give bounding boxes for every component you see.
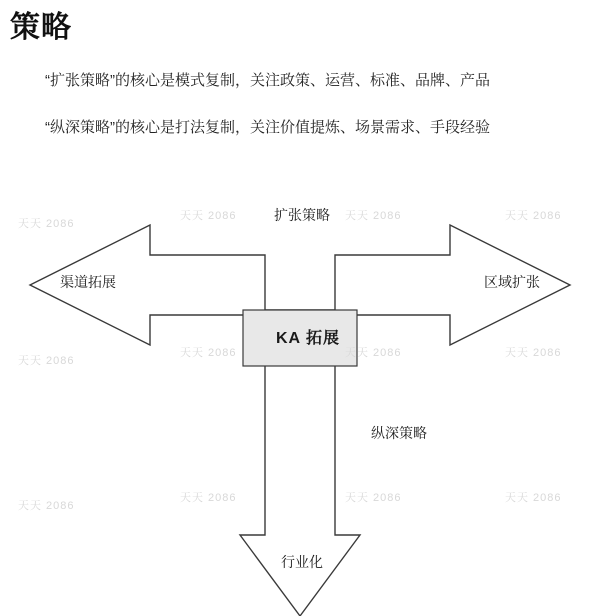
paragraph-depth-strategy: “纵深策略”的核心是打法复制，关注价值提炼、场景需求、手段经验: [45, 119, 490, 136]
watermark: 天天 2086: [180, 492, 237, 504]
watermark: 天天 2086: [18, 500, 75, 512]
watermark: 天天 2086: [345, 492, 402, 504]
label-channel-expansion: 渠道拓展: [60, 274, 116, 290]
diagram-svg: [0, 180, 600, 616]
page-title: 策略: [10, 11, 72, 44]
label-industrialization: 行业化: [281, 554, 323, 570]
watermark: 天天 2086: [505, 210, 562, 222]
watermark: 天天 2086: [18, 355, 75, 367]
watermark: 天天 2086: [180, 210, 237, 222]
watermark: 天天 2086: [18, 218, 75, 230]
label-ka-expansion: KA 拓展: [276, 330, 340, 347]
watermark: 天天 2086: [345, 210, 402, 222]
label-region-expansion: 区域扩张: [484, 274, 540, 290]
strategy-diagram: [0, 180, 600, 616]
paragraph-expansion-strategy: “扩张策略”的核心是模式复制，关注政策、运营、标准、品牌、产品: [45, 72, 490, 89]
watermark: 天天 2086: [345, 347, 402, 359]
label-depth-strategy: 纵深策略: [371, 425, 427, 441]
watermark: 天天 2086: [505, 347, 562, 359]
watermark: 天天 2086: [505, 492, 562, 504]
watermark: 天天 2086: [180, 347, 237, 359]
label-expansion-strategy: 扩张策略: [274, 207, 330, 223]
